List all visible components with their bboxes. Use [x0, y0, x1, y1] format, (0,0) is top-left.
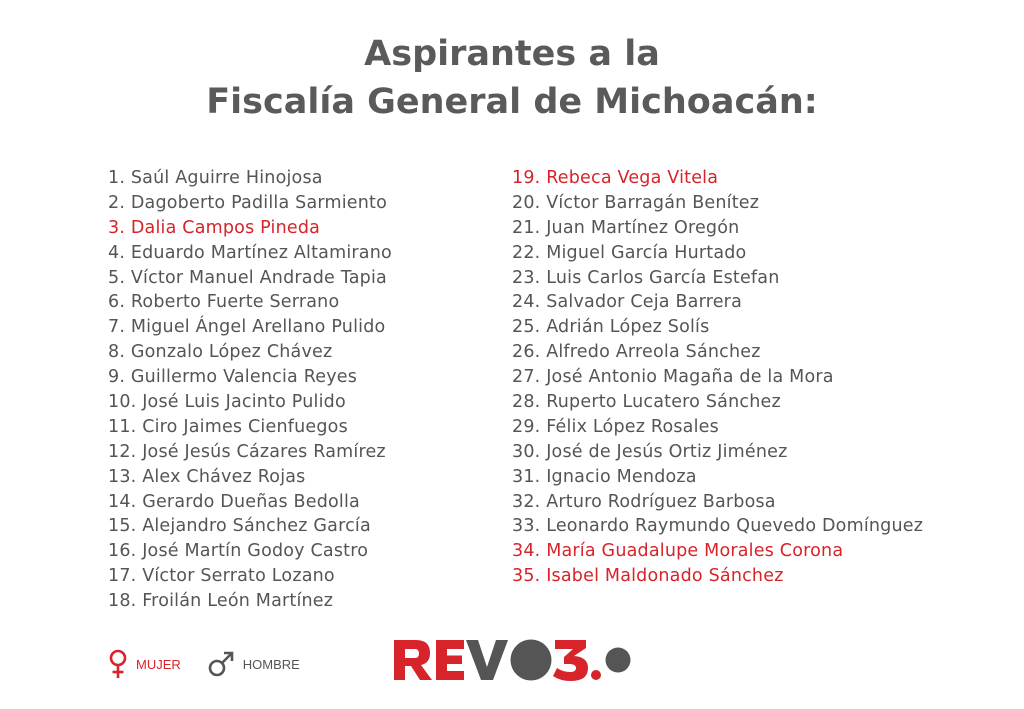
candidate-item: 29. Félix López Rosales: [512, 416, 719, 437]
title-line-2: Fiscalía General de Michoacán:: [206, 82, 818, 122]
candidate-item: 14. Gerardo Dueñas Bedolla: [108, 491, 360, 512]
candidate-item: 21. Juan Martínez Oregón: [512, 217, 740, 238]
candidate-item: 11. Ciro Jaimes Cienfuegos: [108, 416, 348, 437]
candidate-item: 5. Víctor Manuel Andrade Tapia: [108, 267, 387, 288]
candidate-item: 4. Eduardo Martínez Altamirano: [108, 242, 392, 263]
candidate-item: 28. Ruperto Lucatero Sánchez: [512, 392, 781, 413]
candidate-item: 18. Froilán León Martínez: [108, 591, 334, 612]
candidate-item: 32. Arturo Rodríguez Barbosa: [512, 491, 776, 512]
candidate-item: 20. Víctor Barragán Benítez: [512, 192, 760, 213]
title-line-1: Aspirantes a la: [364, 34, 660, 74]
legend-female: [108, 649, 181, 679]
candidate-item: 15. Alejandro Sánchez García: [108, 516, 371, 537]
female-symbol-icon: [108, 649, 128, 679]
page-title: [0, 30, 1024, 126]
candidate-item: 12. José Jesús Cázares Ramírez: [108, 441, 386, 462]
legend-female-label: MUJER: [136, 656, 181, 672]
candidate-list-left: [108, 166, 392, 614]
legend-male-label: HOMBRE: [242, 656, 300, 672]
candidate-item: 30. José de Jesús Ortiz Jiménez: [512, 441, 788, 462]
candidate-item: 17. Víctor Serrato Lozano: [108, 566, 335, 587]
candidate-item: 10. José Luis Jacinto Pulido: [108, 392, 346, 413]
candidate-item: 1. Saúl Aguirre Hinojosa: [108, 168, 323, 188]
candidate-item: 3. Dalia Campos Pineda: [108, 217, 321, 238]
candidate-item: 23. Luis Carlos García Estefan: [512, 267, 780, 288]
candidate-item: 22. Miguel García Hurtado: [512, 242, 747, 263]
candidate-item: 33. Leonardo Raymundo Quevedo Domínguez: [512, 516, 924, 537]
candidate-item: 16. José Martín Godoy Castro: [108, 541, 369, 562]
candidate-item: 6. Roberto Fuerte Serrano: [108, 292, 340, 313]
candidate-item: 31. Ignacio Mendoza: [512, 466, 697, 487]
candidate-item: 13. Alex Chávez Rojas: [108, 466, 306, 487]
candidate-item: 9. Guillermo Valencia Reyes: [108, 367, 358, 388]
candidate-list-right: [512, 166, 923, 589]
candidate-item: 34. María Guadalupe Morales Corona: [512, 541, 844, 562]
candidate-item: 25. Adrián López Solís: [512, 317, 710, 338]
revo-logo: [392, 634, 632, 684]
candidate-item: 8. Gonzalo López Chávez: [108, 342, 333, 363]
candidate-item: 26. Alfredo Arreola Sánchez: [512, 342, 761, 363]
legend-male: [207, 650, 300, 678]
candidate-item: 19. Rebeca Vega Vitela: [512, 168, 719, 188]
candidate-item: 7. Miguel Ángel Arellano Pulido: [108, 317, 386, 338]
candidate-item: 35. Isabel Maldonado Sánchez: [512, 566, 784, 587]
male-symbol-icon: [207, 650, 235, 678]
revo-logo-graphic: [392, 634, 632, 684]
candidate-item: 27. José Antonio Magaña de la Mora: [512, 367, 834, 388]
candidate-item: 2. Dagoberto Padilla Sarmiento: [108, 192, 388, 213]
candidate-item: 24. Salvador Ceja Barrera: [512, 292, 742, 313]
gender-legend: [108, 646, 326, 682]
